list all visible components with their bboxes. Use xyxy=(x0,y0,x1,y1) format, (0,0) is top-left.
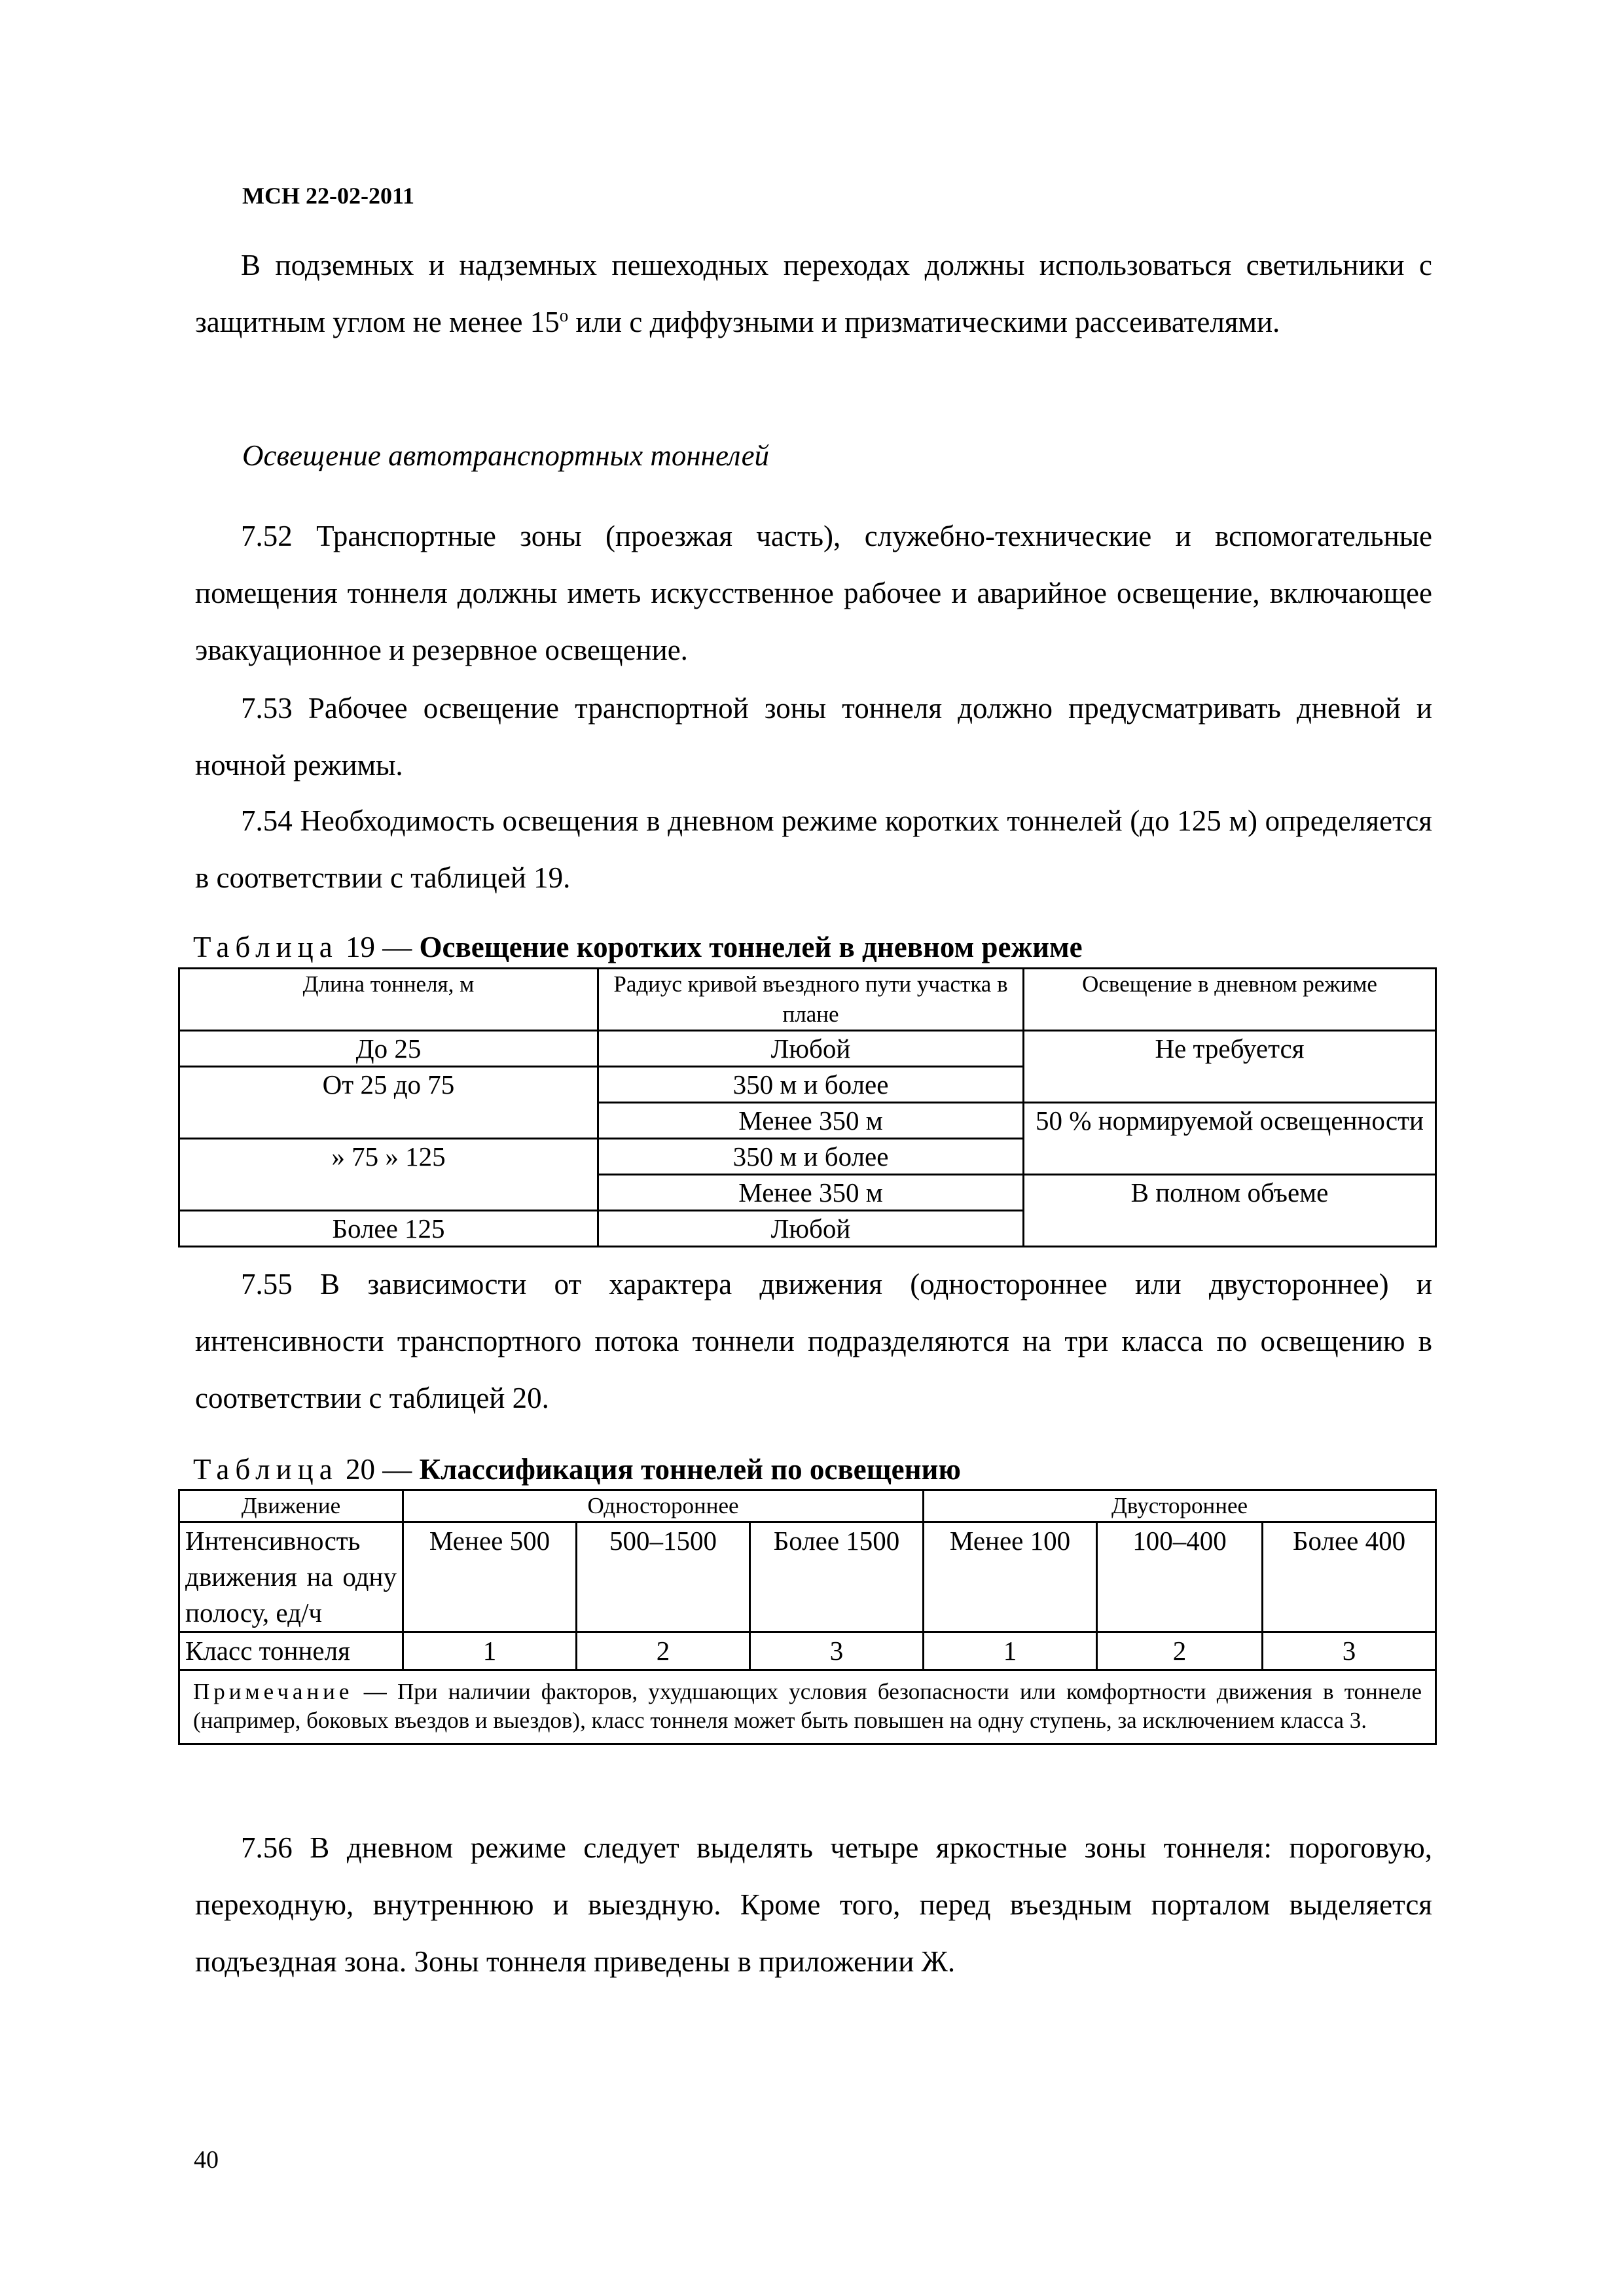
cell-class: 1 xyxy=(403,1632,577,1670)
cell-class: 2 xyxy=(577,1632,750,1670)
row-label-class: Класс тоннеля xyxy=(179,1632,403,1670)
cell-length: » 75 » 125 xyxy=(179,1139,598,1211)
table-19-caption xyxy=(193,931,1083,963)
table-19-caption-label: Таблица xyxy=(193,931,338,963)
table-20-caption-label: Таблица xyxy=(193,1453,338,1486)
table-header-row xyxy=(179,1490,1436,1522)
cell-daylight: В полном объеме xyxy=(1024,1175,1436,1247)
table-note xyxy=(179,1670,1436,1744)
cell-daylight: 50 % нормируемой освещенности xyxy=(1024,1103,1436,1175)
table-20-caption-title: Классификация тоннелей по освещению xyxy=(419,1453,961,1486)
table-20 xyxy=(178,1489,1437,1745)
cell-intensity: 500–1500 xyxy=(577,1522,750,1632)
cell-intensity: Менее 500 xyxy=(403,1522,577,1632)
cell-radius: 350 м и более xyxy=(598,1139,1024,1175)
header-cell-radius: Радиус кривой въездного пути участка в плане xyxy=(598,969,1024,1031)
cell-intensity: Более 1500 xyxy=(750,1522,924,1632)
cell-length: От 25 до 75 xyxy=(179,1067,598,1139)
paragraph-7-53: 7.53 Рабочее освещение транспортной зоны тоннеля должно предусматривать дневной и ночной режимы. xyxy=(195,692,1432,781)
paragraph-7-54: 7.54 Необходимость освещения в дневном режиме коротких тоннелей (до 125 м) определяется в соответствии с таблицей 19. xyxy=(195,804,1432,894)
paragraph-7-52: 7.52 Транспортные зоны (проезжая часть), служебно-технические и вспомогательные помещения тоннеля должны иметь искусственное рабочее и аварийное освещение, включающее эвакуационное и резервное освещение. xyxy=(195,520,1432,666)
table-note-row xyxy=(179,1670,1436,1744)
cell-class: 1 xyxy=(924,1632,1097,1670)
cell-radius: Любой xyxy=(598,1031,1024,1067)
intro-paragraph xyxy=(195,237,1432,351)
cell-length: До 25 xyxy=(179,1031,598,1067)
header-cell-movement: Движение xyxy=(179,1490,403,1522)
row-label-intensity: Интенсивность движения на одну полосу, ед/ч xyxy=(179,1522,403,1632)
paragraph-7-55: 7.55 В зависимости от характера движения (одностороннее или двустороннее) и интенсивности транспортного потока тоннели подразделяются на три класса по освещению в соответствии с таблицей 20. xyxy=(195,1268,1432,1414)
paragraph-7-56: 7.56 В дневном режиме следует выделять четыре яркостные зоны тоннеля: пороговую, переходную, внутреннюю и выездную. Кроме того, перед въездным порталом выделяется подъездная зона. Зоны тоннеля приведены в приложении Ж. xyxy=(195,1831,1432,1978)
cell-daylight: Не требуется xyxy=(1024,1031,1436,1103)
intro-text: В подземных и надземных пешеходных переходах должны использоваться светильники с защитным углом не менее 15 xyxy=(195,249,1432,338)
document-code: МСН 22-02-2011 xyxy=(242,183,414,209)
page-number: 40 xyxy=(194,2146,219,2174)
degree-superscript: о xyxy=(559,306,569,325)
cell-radius: 350 м и более xyxy=(598,1067,1024,1103)
header-cell-two-way: Двустороннее xyxy=(924,1490,1436,1522)
cell-intensity: 100–400 xyxy=(1097,1522,1263,1632)
cell-class: 3 xyxy=(750,1632,924,1670)
table-19-caption-number: 19 — xyxy=(338,931,420,963)
table-20-caption-number: 20 — xyxy=(338,1453,420,1486)
cell-length: Более 125 xyxy=(179,1211,598,1247)
note-label: Примечание xyxy=(193,1679,353,1704)
table-19 xyxy=(178,967,1437,1247)
header-cell-daylight: Освещение в дневном режиме xyxy=(1024,969,1436,1031)
table-header-row xyxy=(179,969,1436,1031)
table-20-caption xyxy=(193,1453,961,1486)
note-text: — При наличии факторов, ухудшающих условия безопасности или комфортности движения в тоннеле (например, боковых въездов и выездов), класс тоннеля может быть повышен на одну ступень, за исключением класса 3. xyxy=(193,1679,1422,1733)
header-cell-one-way: Одностороннее xyxy=(403,1490,924,1522)
cell-class: 2 xyxy=(1097,1632,1263,1670)
cell-radius: Менее 350 м xyxy=(598,1175,1024,1211)
cell-intensity: Менее 100 xyxy=(924,1522,1097,1632)
table-row-intensity xyxy=(179,1522,1436,1632)
table-row xyxy=(179,1031,1436,1067)
table-19-caption-title: Освещение коротких тоннелей в дневном режиме xyxy=(419,931,1083,963)
cell-class: 3 xyxy=(1263,1632,1436,1670)
header-cell-length: Длина тоннеля, м xyxy=(179,969,598,1031)
table-row-class xyxy=(179,1632,1436,1670)
intro-text-end: или с диффузными и призматическими рассеивателями. xyxy=(568,306,1280,338)
section-title: Освещение автотранспортных тоннелей xyxy=(242,439,770,472)
cell-radius: Менее 350 м xyxy=(598,1103,1024,1139)
cell-radius: Любой xyxy=(598,1211,1024,1247)
cell-intensity: Более 400 xyxy=(1263,1522,1436,1632)
